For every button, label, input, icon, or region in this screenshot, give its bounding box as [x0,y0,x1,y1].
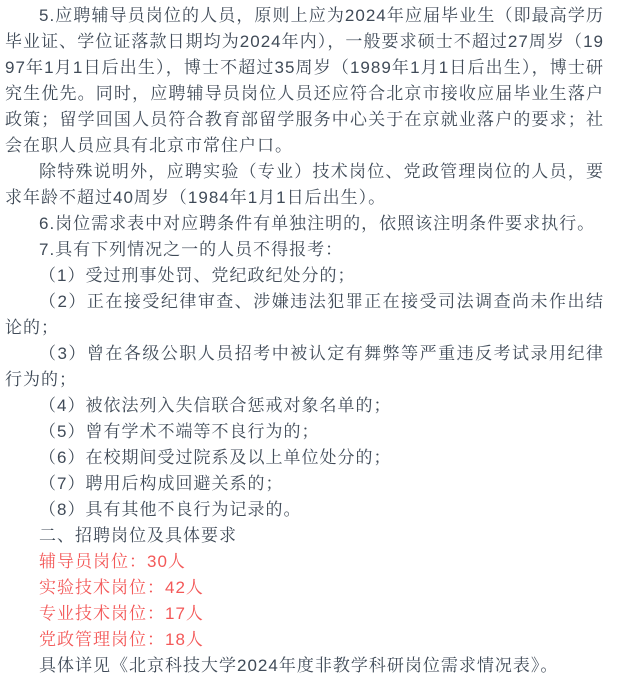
quota-party-admin: 党政管理岗位：18人 [39,630,204,649]
ineligibility-item-3: （3）曾在各级公职人员招考中被认定有舞弊等严重违反考试录用纪律行为的； [5,344,604,389]
ineligibility-item-8: （8）具有其他不良行为记录的。 [39,500,302,519]
ineligibility-item-4: （4）被依法列入失信联合惩戒对象名单的； [39,396,392,415]
quota-professional-technical: 专业技术岗位：17人 [39,604,204,623]
ineligibility-item-2: （2）正在接受纪律审查、涉嫌违法犯罪正在接受司法调查尚未作出结论的； [5,292,604,337]
ineligibility-item-5: （5）曾有学术不端等不良行为的； [39,422,320,441]
ineligibility-item-6: （6）在校期间受过院系及以上单位处分的； [39,448,392,467]
quota-lab-technical: 实验技术岗位：42人 [39,578,204,597]
clause-7-ineligibility-intro: 7.具有下列情况之一的人员不得报考： [39,240,344,259]
clause-6-special-conditions: 6.岗位需求表中对应聘条件有单独注明的，依照该注明条件要求执行。 [39,214,596,233]
clause-5-counselor-requirements: 5.应聘辅导员岗位的人员，原则上应为2024年应届毕业生（即最高学历毕业证、学位证落款日期均为2024年内），一般要求硕士不超过27周岁（1997年1月1日后出生），博士不超过35周岁（1989年1月1日后出生），博士研究生优先。同时，应聘辅导员岗位人员还应符合北京市接收应届毕业生落户政策；留学回国人员符合教育部留学服务中心关于在京就业落户的要求；社会在职人员应具有北京市常住户口。 [5,6,604,155]
clause-5-age-limit-other-posts: 除特殊说明外，应聘实验（专业）技术岗位、党政管理岗位的人员，要求年龄不超过40周岁（1984年1月1日后出生）。 [5,162,604,207]
detail-reference-note: 具体详见《北京科技大学2024年度非教学科研岗位需求情况表》。 [39,656,559,675]
ineligibility-item-7: （7）聘用后构成回避关系的； [39,474,284,493]
ineligibility-item-1: （1）受过刑事处罚、党纪政纪处分的； [39,266,356,285]
quota-counselor: 辅导员岗位：30人 [39,552,186,571]
section-2-heading: 二、招聘岗位及具体要求 [39,526,237,545]
